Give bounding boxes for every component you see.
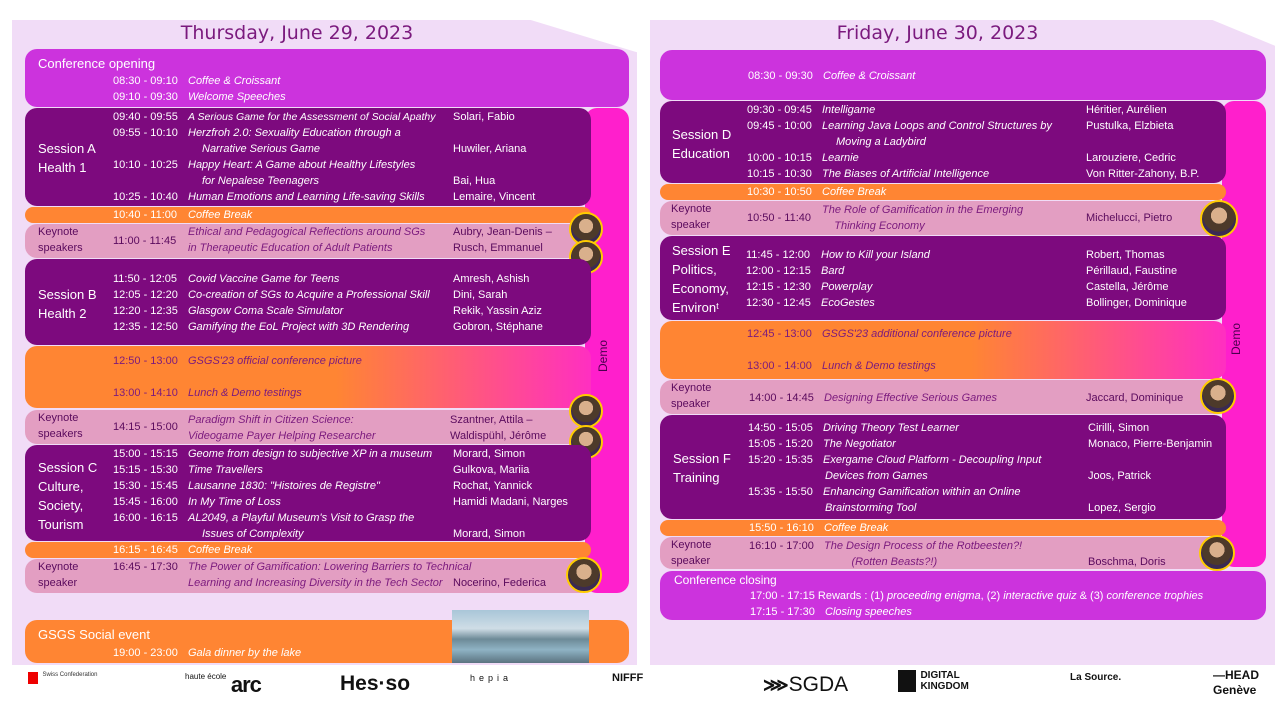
fri-lunch-time-1: 12:45 - 13:00	[747, 328, 812, 340]
d-title-1: Intelligame	[822, 104, 876, 116]
e-time-4: 12:30 - 12:45	[746, 297, 811, 309]
f-time-3: 15:20 - 15:35	[748, 454, 813, 466]
fri-keynote-3-title: The Design Process of the Rotbeesten?! (Rotten Beasts?!)	[824, 540, 1023, 568]
lake-photo	[452, 610, 589, 663]
a-title-2b: Narrative Serious Game	[202, 143, 320, 155]
f-title-3b: Devices from Games	[825, 470, 928, 482]
c-time-2: 15:15 - 15:30	[113, 464, 178, 476]
f-title-1: Driving Theory Test Learner	[823, 422, 959, 434]
a-title-1: A Serious Game for the Assessment of Social Apathy	[188, 111, 436, 123]
opening-time-1: 08:30 - 09:10	[113, 75, 178, 87]
thu-break-1-time: 10:40 - 11:00	[113, 209, 178, 221]
social-event-time: 19:00 - 23:00	[113, 647, 178, 659]
thu-keynote-3-time: 16:45 - 17:30	[113, 561, 178, 573]
f-speaker-2: Monaco, Pierre-Benjamin	[1088, 438, 1213, 450]
b-time-3: 12:20 - 12:35	[113, 305, 178, 317]
f-time-2: 15:05 - 15:20	[748, 438, 813, 450]
swiss-cross-icon	[28, 672, 38, 684]
head-geneve-logo: —HEAD Genève	[1213, 668, 1260, 697]
d-time-2: 09:45 - 10:00	[747, 120, 812, 132]
d-title-2b: Moving a Ladybird	[836, 136, 926, 148]
fri-coffee-title: Coffee & Croissant	[823, 70, 916, 82]
b-title-4: Gamifying the EoL Project with 3D Rendering	[188, 321, 410, 333]
he-arc-logo: $^{haute école}$ arc	[185, 672, 261, 697]
c-title-5b: Issues of Complexity	[202, 528, 304, 540]
d-speaker-2: Pustulka, Elzbieta	[1086, 120, 1174, 132]
c-title-2: Time Travellers	[188, 464, 263, 476]
sgda-icon: ⋙	[763, 675, 789, 695]
c-title-4: In My Time of Loss	[188, 496, 281, 508]
fri-keynote-1-time: 10:50 - 11:40	[747, 212, 812, 224]
d-title-3: Learnie	[822, 152, 859, 164]
a-title-3: Happy Heart: A Game about Healthy Lifestyles	[188, 159, 416, 171]
fri-lunch-time-2: 13:00 - 14:00	[747, 360, 812, 372]
e-time-2: 12:00 - 12:15	[746, 265, 811, 277]
fri-break-1	[660, 184, 1226, 200]
thu-keynote-1-speaker: Aubry, Jean-Denis – Rusch, Emmanuel	[453, 226, 552, 254]
c-title-5: AL2049, a Playful Museum's Visit to Grasp the	[188, 512, 415, 524]
speaker-photo	[1200, 200, 1238, 238]
session-c-label: Session C Culture, Society, Tourism	[38, 460, 98, 532]
session-b-label: Session B Health 2	[38, 287, 97, 321]
d-speaker-1: Héritier, Aurélien	[1086, 104, 1167, 116]
castle-icon	[898, 670, 916, 692]
f-time-1: 14:50 - 15:05	[748, 422, 813, 434]
d-speaker-4: Von Ritter-Zahony, B.P.	[1086, 168, 1200, 180]
fri-coffee-time: 08:30 - 09:30	[748, 70, 813, 82]
a-time-1: 09:40 - 09:55	[113, 111, 178, 123]
b-title-2: Co-creation of SGs to Acquire a Professional Skill	[188, 289, 430, 301]
thu-keynote-2-time: 14:15 - 15:00	[113, 421, 178, 433]
thu-keynote-2-speaker: Szantner, Attila – Waldispühl, Jérôme	[450, 414, 547, 442]
e-speaker-3: Castella, Jérôme	[1086, 281, 1169, 293]
f-speaker-4: Lopez, Sergio	[1088, 502, 1156, 514]
a-speaker-3: Bai, Hua	[453, 175, 496, 187]
closing-line-1: 17:00 - 17:15 Rewards : (1) proceeding enigma, (2) interactive quiz & (3) conference trophies	[750, 590, 1204, 602]
sgda-logo: ⋙SGDA	[763, 673, 849, 696]
c-time-1: 15:00 - 15:15	[113, 448, 178, 460]
b-speaker-3: Rekik, Yassin Aziz	[453, 305, 542, 317]
b-time-4: 12:35 - 12:50	[113, 321, 178, 333]
swiss-confederation-logo: Swiss Confederation	[28, 672, 97, 690]
c-speaker-3: Rochat, Yannick	[453, 480, 533, 492]
nifff-logo: NIFFF	[612, 672, 644, 684]
a-speaker-4: Lemaire, Vincent	[453, 191, 536, 203]
opening-title-1: Coffee & Croissant	[188, 75, 281, 87]
c-speaker-4: Hamidi Madani, Narges	[453, 496, 568, 508]
fri-keynote-3-speaker: Boschma, Doris	[1088, 556, 1166, 568]
e-title-4: EcoGestes	[821, 297, 875, 309]
e-speaker-4: Bollinger, Dominique	[1086, 297, 1187, 309]
thu-keynote-2-title: Paradigm Shift in Citizen Science: Videogame Payer Helping Researcher	[188, 414, 376, 442]
fri-keynote-3-time: 16:10 - 17:00	[749, 540, 814, 552]
d-time-3: 10:00 - 10:15	[747, 152, 812, 164]
thu-keynote-1-label: Keynote speakers	[38, 226, 83, 254]
e-speaker-1: Robert, Thomas	[1086, 249, 1165, 261]
social-event-name: Gala dinner by the lake	[188, 647, 302, 659]
d-title-2: Learning Java Loops and Control Structures by	[822, 120, 1052, 132]
thu-keynote-3-title: The Power of Gamification: Lowering Barriers to Technical Learning and Increasing Diversity in the Tech Sector	[188, 561, 472, 589]
a-time-3: 10:10 - 10:25	[113, 159, 178, 171]
b-title-3: Glasgow Coma Scale Simulator	[188, 305, 344, 317]
closing-title: Conference closing	[674, 573, 777, 587]
fri-keynote-1-title: The Role of Gamification in the Emerging Thinking Economy	[822, 204, 1024, 232]
opening-title-2: Welcome Speeches	[188, 91, 286, 103]
thursday-heading: Thursday, June 29, 2023	[180, 22, 414, 44]
fri-keynote-2-speaker: Jaccard, Dominique	[1086, 392, 1184, 404]
session-f-label: Session F Training	[673, 451, 731, 485]
speaker-photo	[1200, 378, 1236, 414]
speaker-photo	[1199, 535, 1235, 571]
friday-demo-label: Demo	[1229, 322, 1243, 355]
b-speaker-2: Dini, Sarah	[453, 289, 508, 301]
thu-lunch-time-1: 12:50 - 13:00	[113, 355, 178, 367]
fri-break-2-title: Coffee Break	[824, 522, 889, 534]
thu-break-2-title: Coffee Break	[188, 544, 253, 556]
b-time-1: 11:50 - 12:05	[113, 273, 178, 285]
thu-keynote-1-title: Ethical and Pedagogical Reflections around SGs in Therapeutic Education of Adult Patients	[188, 226, 426, 254]
closing-title-2: Closing speeches	[825, 606, 912, 618]
c-time-4: 15:45 - 16:00	[113, 496, 178, 508]
speaker-photo	[569, 394, 603, 428]
c-time-3: 15:30 - 15:45	[113, 480, 178, 492]
thu-lunch-title-1: GSGS'23 official conference picture	[188, 355, 362, 367]
e-title-1: How to Kill your Island	[821, 249, 930, 261]
hepia-logo: hepia	[470, 673, 513, 683]
a-time-4: 10:25 - 10:40	[113, 191, 178, 203]
f-title-4: Enhancing Gamification within an Online	[823, 486, 1021, 498]
social-event-title: GSGS Social event	[38, 627, 150, 642]
a-title-3b: for Nepalese Teenagers	[202, 175, 320, 187]
e-title-3: Powerplay	[821, 281, 873, 293]
fri-break-1-title: Coffee Break	[822, 186, 887, 198]
a-speaker-2: Huwiler, Ariana	[453, 143, 527, 155]
d-speaker-3: Larouziere, Cedric	[1086, 152, 1176, 164]
f-time-4: 15:35 - 15:50	[748, 486, 813, 498]
a-speaker-1: Solari, Fabio	[453, 111, 515, 123]
c-speaker-5: Morard, Simon	[453, 528, 526, 540]
a-time-2: 09:55 - 10:10	[113, 127, 178, 139]
thu-keynote-3-label: Keynote speaker	[38, 561, 79, 589]
d-time-1: 09:30 - 09:45	[747, 104, 812, 116]
e-time-1: 11:45 - 12:00	[746, 249, 811, 261]
fri-keynote-2-time: 14:00 - 14:45	[749, 392, 814, 404]
fri-lunch-title-2: Lunch & Demo testings	[822, 360, 936, 372]
fri-break-1-time: 10:30 - 10:50	[747, 186, 812, 198]
thu-break-2-time: 16:15 - 16:45	[113, 544, 178, 556]
fri-break-2	[660, 520, 1226, 536]
la-source-logo: La Source.	[1070, 672, 1122, 683]
a-title-4: Human Emotions and Learning Life-saving Skills	[188, 191, 425, 203]
e-title-2: Bard	[821, 265, 845, 277]
thu-lunch-time-2: 13:00 - 14:10	[113, 387, 178, 399]
friday-heading: Friday, June 30, 2023	[836, 22, 1039, 44]
thu-break-1-title: Coffee Break	[188, 209, 253, 221]
session-e-label: Session E Politics, Economy, Environᵗ	[672, 243, 731, 315]
f-speaker-1: Cirilli, Simon	[1088, 422, 1150, 434]
fri-keynote-2-title: Designing Effective Serious Games	[824, 392, 998, 404]
a-title-2: Herzfroh 2.0: Sexuality Education through a	[188, 127, 401, 139]
speaker-photo	[566, 557, 602, 593]
opening-time-2: 09:10 - 09:30	[113, 91, 178, 103]
thu-break-2	[25, 542, 591, 558]
d-time-4: 10:15 - 10:30	[747, 168, 812, 180]
c-title-1: Geome from design to subjective XP in a museum	[188, 448, 433, 460]
c-speaker-2: Gulkova, Mariia	[453, 464, 530, 476]
hes-so-logo: Hes·so	[340, 672, 411, 695]
d-title-4: The Biases of Artificial Intelligence	[822, 168, 990, 180]
fri-lunch-title-1: GSGS'23 additional conference picture	[822, 328, 1012, 340]
b-speaker-4: Gobron, Stéphane	[453, 321, 543, 333]
c-speaker-1: Morard, Simon	[453, 448, 526, 460]
fri-keynote-2-label: Keynote speaker	[671, 382, 712, 410]
b-title-1: Covid Vaccine Game for Teens	[188, 273, 340, 285]
e-speaker-2: Périllaud, Faustine	[1086, 265, 1178, 277]
thu-keynote-3-speaker: Nocerino, Federica	[453, 577, 546, 589]
thu-keynote-2-label: Keynote speakers	[38, 412, 83, 440]
thu-lunch-title-2: Lunch & Demo testings	[188, 387, 302, 399]
fri-break-2-time: 15:50 - 16:10	[749, 522, 814, 534]
fri-keynote-1-label: Keynote speaker	[671, 203, 712, 231]
b-speaker-1: Amresh, Ashish	[453, 273, 530, 285]
closing-time-2: 17:15 - 17:30	[750, 606, 815, 618]
f-title-3: Exergame Cloud Platform - Decoupling Input	[823, 454, 1042, 466]
session-a-label: Session A Health 1	[38, 141, 96, 175]
f-title-4b: Brainstorming Tool	[825, 502, 917, 514]
f-speaker-3: Joos, Patrick	[1088, 470, 1151, 482]
opening-title: Conference opening	[38, 56, 156, 71]
session-d-label: Session D Education	[672, 127, 732, 161]
b-time-2: 12:05 - 12:20	[113, 289, 178, 301]
digital-kingdom-logo: DIGITAL KINGDOM	[898, 670, 969, 692]
fri-keynote-3-label: Keynote speaker	[671, 539, 712, 567]
f-title-2: The Negotiator	[823, 438, 896, 450]
e-time-3: 12:15 - 12:30	[746, 281, 811, 293]
thu-keynote-1-time: 11:00 - 11:45	[113, 235, 177, 247]
fri-keynote-1-speaker: Michelucci, Pietro	[1086, 212, 1173, 224]
thursday-demo-label: Demo	[596, 339, 610, 372]
thu-break-1	[25, 207, 591, 223]
c-title-3: Lausanne 1830: "Histoires de Registre"	[188, 480, 380, 492]
c-time-5: 16:00 - 16:15	[113, 512, 178, 524]
